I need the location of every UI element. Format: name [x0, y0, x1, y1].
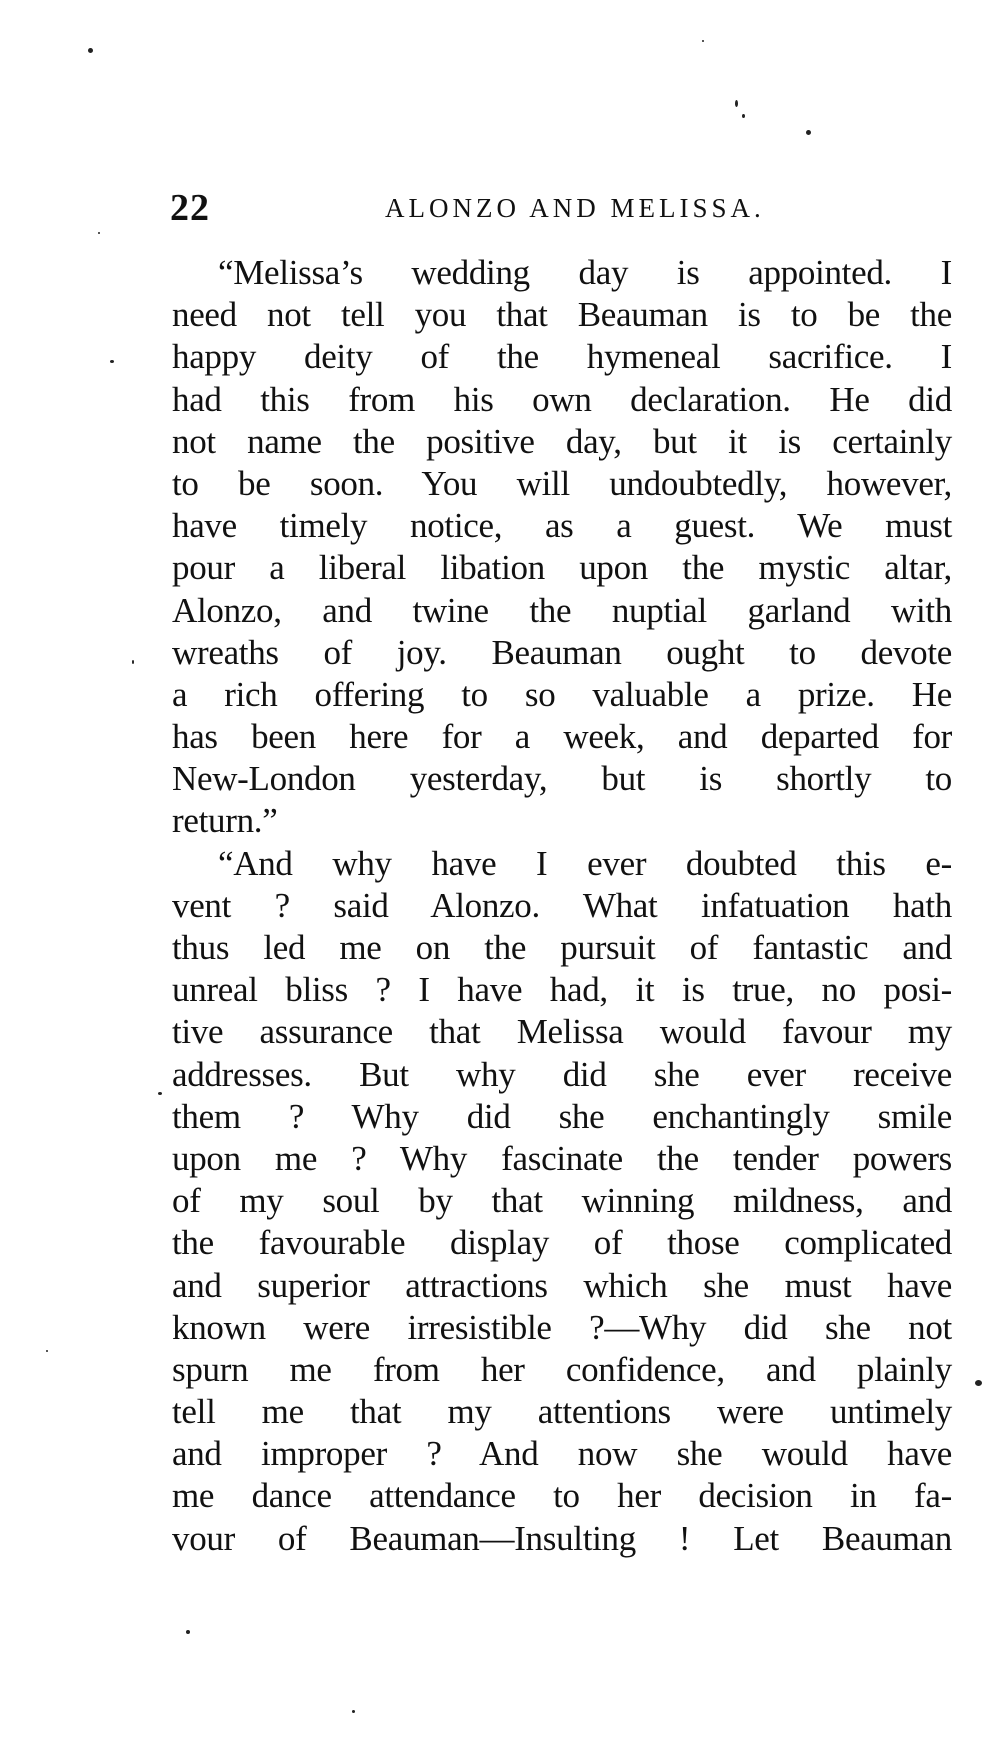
- text-line: return.”: [172, 801, 278, 841]
- text-line: spurn me from her confidence, and plainly: [172, 1349, 952, 1389]
- scan-speck: [186, 1630, 190, 1634]
- text-line: have timely notice, as a guest. We must: [172, 506, 952, 546]
- text-line: unreal bliss ? I have had, it is true, no posi-: [172, 970, 952, 1010]
- text-line: happy deity of the hymeneal sacrifice. I: [172, 337, 952, 377]
- text-line: pour a liberal libation upon the mystic altar,: [172, 548, 952, 588]
- text-line: and superior attractions which she must have: [172, 1265, 952, 1305]
- paragraph-1: [172, 252, 952, 843]
- text-line: known were irresistible ?—Why did she not: [172, 1307, 952, 1347]
- running-title: ALONZO AND MELISSA.: [385, 193, 765, 223]
- text-line: me dance attendance to her decision in fa-: [172, 1476, 952, 1516]
- text-line: need not tell you that Beauman is to be the: [172, 295, 952, 335]
- text-line: addresses. But why did she ever receive: [172, 1054, 952, 1094]
- text-line: tive assurance that Melissa would favour my: [172, 1012, 952, 1052]
- text-line: the favourable display of those complicated: [172, 1223, 952, 1263]
- text-line: thus led me on the pursuit of fantastic and: [172, 928, 952, 967]
- text-line: had this from his own declaration. He did: [172, 379, 952, 419]
- text-line: vent ? said Alonzo. What infatuation hath: [172, 885, 952, 925]
- scan-speck: [702, 40, 704, 42]
- text-line: “And why have I ever doubted this e-: [218, 843, 952, 883]
- text-line: not name the positive day, but it is certainly: [172, 421, 952, 461]
- scan-speck: [88, 48, 93, 53]
- text-line: to be soon. You will undoubtedly, however,: [172, 463, 952, 503]
- text-line: wreaths of joy. Beauman ought to devote: [172, 632, 952, 672]
- text-line: upon me ? Why fascinate the tender powers: [172, 1138, 952, 1178]
- paragraph-2: [172, 843, 952, 1560]
- text-line: Alonzo, and twine the nuptial garland with: [172, 590, 952, 630]
- text-line: a rich offering to so valuable a prize. He: [172, 674, 952, 714]
- text-line: has been here for a week, and departed for: [172, 717, 952, 757]
- scan-speck: [735, 100, 738, 107]
- scan-speck: [98, 232, 100, 234]
- page-number: 22: [170, 187, 210, 229]
- text-line: vour of Beauman—Insulting ! Let Beauman: [172, 1518, 952, 1558]
- text-line: them ? Why did she enchantingly smile: [172, 1096, 952, 1136]
- text-line: tell me that my attentions were untimely: [172, 1392, 952, 1432]
- text-line: and improper ? And now she would have: [172, 1434, 952, 1474]
- text-line: New-London yesterday, but is shortly to: [172, 759, 952, 799]
- scan-speck: [158, 1092, 162, 1095]
- scan-speck: [806, 130, 811, 135]
- text-line: of my soul by that winning mildness, and: [172, 1181, 952, 1221]
- page-header: [170, 186, 950, 236]
- scan-speck: [110, 360, 114, 363]
- scan-speck: [352, 1710, 355, 1713]
- text-line: “Melissa’s wedding day is appointed. I: [218, 253, 952, 292]
- scan-speck: [975, 1380, 982, 1386]
- scan-speck: [132, 660, 134, 664]
- scan-speck: [46, 1350, 48, 1352]
- body-text: [172, 252, 952, 1560]
- scan-speck: [742, 114, 745, 118]
